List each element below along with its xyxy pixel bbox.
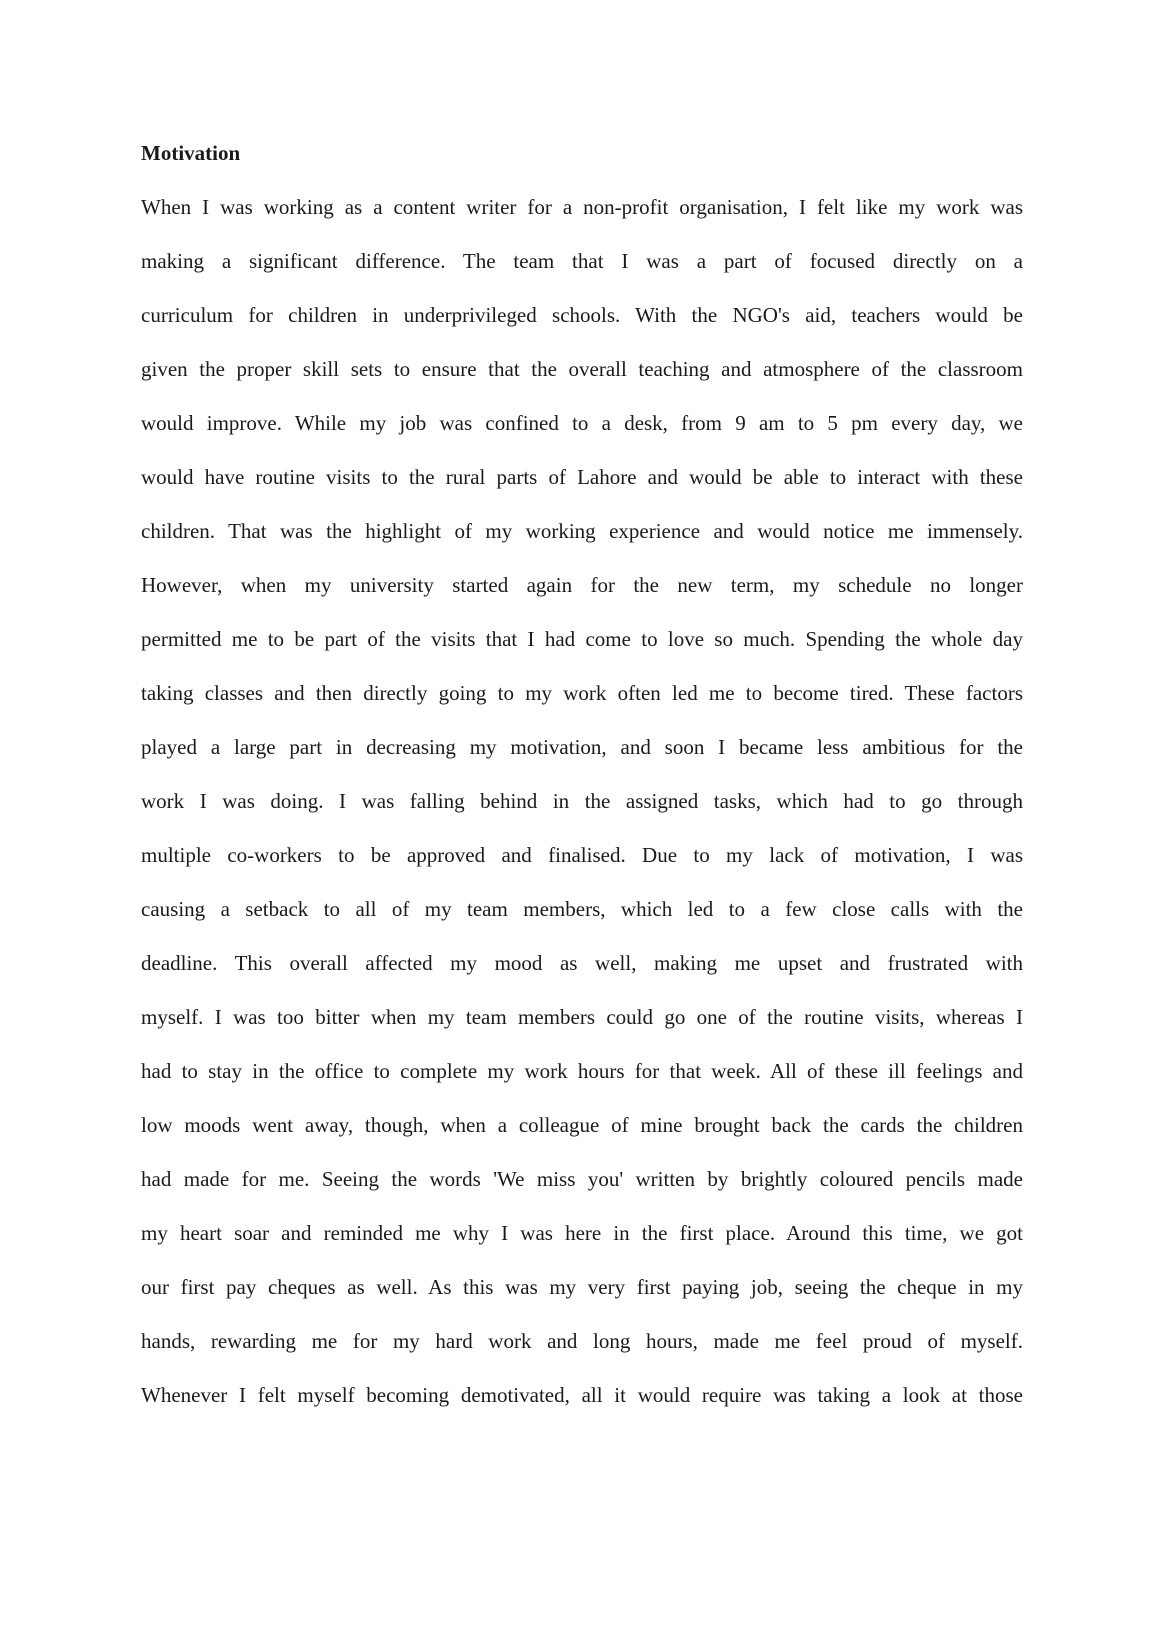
paragraph-line: work I was doing. I was falling behind in the assigned tasks, which had to go through <box>141 789 1023 813</box>
paragraph-line: played a large part in decreasing my motivation, and soon I became less ambitious for the <box>141 735 1023 759</box>
paragraph-line: low moods went away, though, when a colleague of mine brought back the cards the children <box>141 1113 1023 1137</box>
paragraph-line: curriculum for children in underprivileged schools. With the NGO's aid, teachers would be <box>141 303 1023 327</box>
paragraph-line: When I was working as a content writer for a non-profit organisation, I felt like my work was <box>141 195 1023 219</box>
paragraph-line: my heart soar and reminded me why I was here in the first place. Around this time, we got <box>141 1221 1023 1245</box>
paragraph-line: making a significant difference. The team that I was a part of focused directly on a <box>141 249 1023 273</box>
section-heading: Motivation <box>141 141 241 165</box>
paragraph-line: had made for me. Seeing the words 'We miss you' written by brightly coloured pencils made <box>141 1167 1023 1191</box>
paragraph-line: hands, rewarding me for my hard work and long hours, made me feel proud of myself. <box>141 1329 1023 1353</box>
paragraph-line: Whenever I felt myself becoming demotivated, all it would require was taking a look at those <box>141 1383 1023 1407</box>
paragraph-line: myself. I was too bitter when my team members could go one of the routine visits, whereas I <box>141 1005 1023 1029</box>
paragraph-line: given the proper skill sets to ensure that the overall teaching and atmosphere of the classroom <box>141 357 1023 381</box>
paragraph-line: would improve. While my job was confined to a desk, from 9 am to 5 pm every day, we <box>141 411 1023 435</box>
paragraph-line: would have routine visits to the rural parts of Lahore and would be able to interact with these <box>141 465 1023 489</box>
paragraph-line: However, when my university started again for the new term, my schedule no longer <box>141 573 1023 597</box>
paragraph-line: permitted me to be part of the visits that I had come to love so much. Spending the whole day <box>141 627 1023 651</box>
paragraph-line: had to stay in the office to complete my work hours for that week. All of these ill feelings and <box>141 1059 1023 1083</box>
paragraph-line: multiple co-workers to be approved and finalised. Due to my lack of motivation, I was <box>141 843 1023 867</box>
body-paragraph <box>141 192 1023 1434</box>
paragraph-line: children. That was the highlight of my working experience and would notice me immensely. <box>141 519 1023 543</box>
paragraph-line: taking classes and then directly going to my work often led me to become tired. These factors <box>141 681 1023 705</box>
paragraph-line: our first pay cheques as well. As this was my very first paying job, seeing the cheque in my <box>141 1275 1023 1299</box>
paragraph-line: causing a setback to all of my team members, which led to a few close calls with the <box>141 897 1023 921</box>
paragraph-line: deadline. This overall affected my mood as well, making me upset and frustrated with <box>141 951 1023 975</box>
